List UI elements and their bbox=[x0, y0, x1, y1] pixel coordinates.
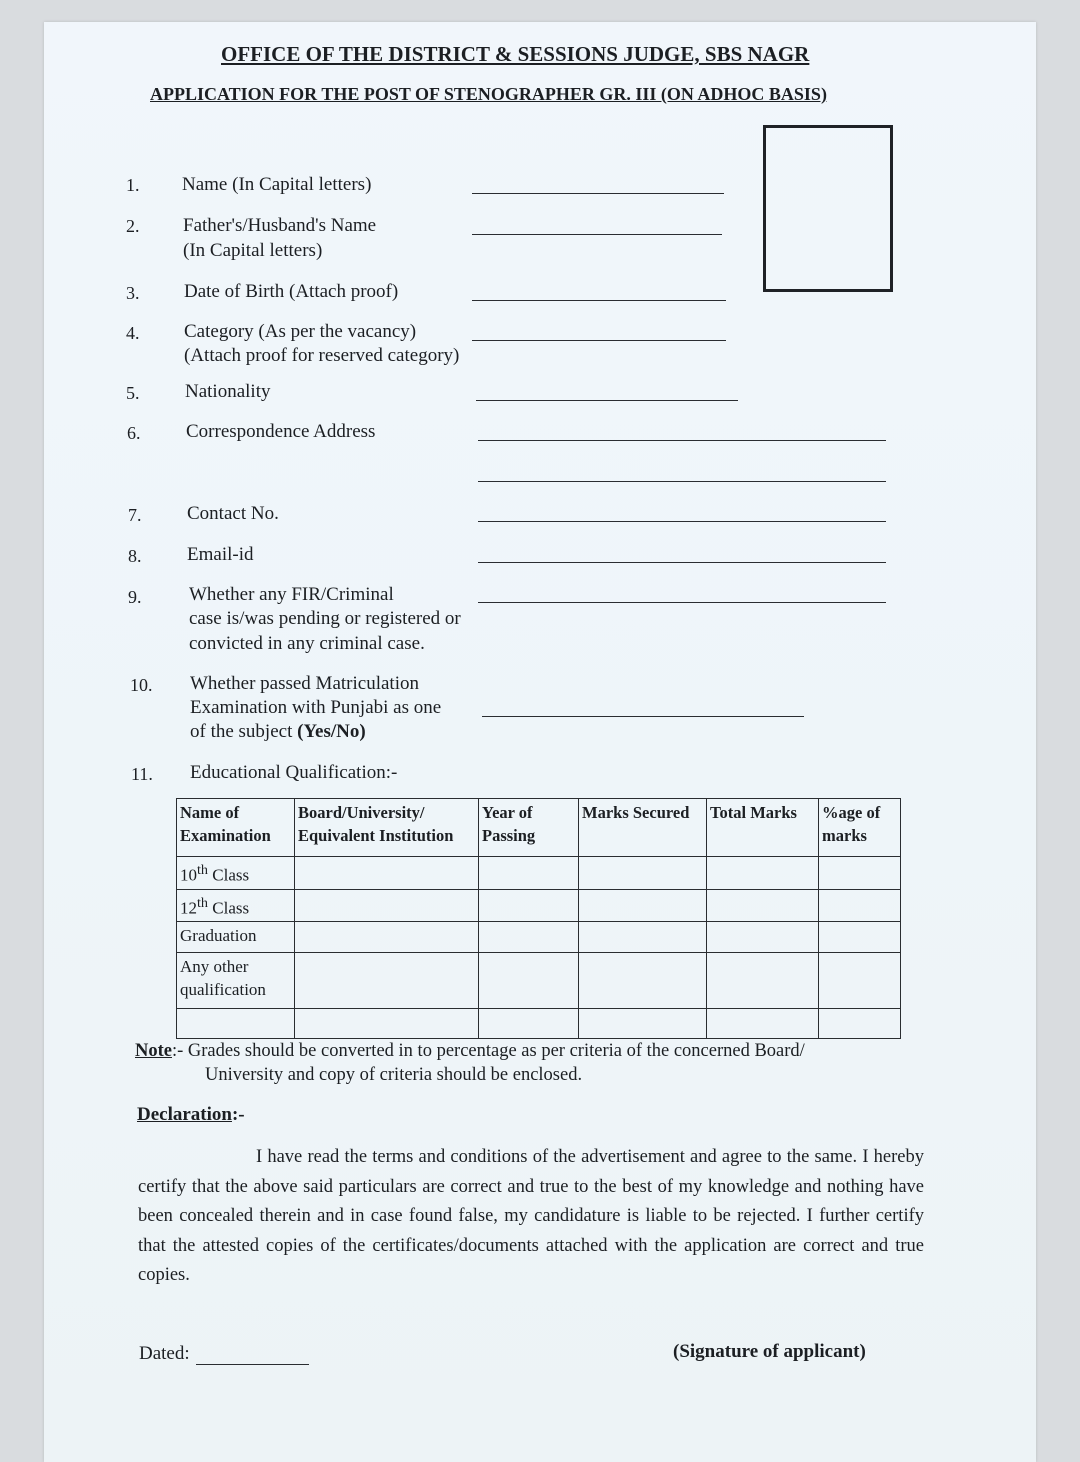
total-marks-cell[interactable] bbox=[707, 922, 819, 953]
field-number: 8. bbox=[128, 546, 142, 566]
header-exam-line2: Examination bbox=[180, 826, 271, 845]
exam-12th: 12 bbox=[180, 898, 197, 918]
field-label-dob: Date of Birth (Attach proof) bbox=[184, 281, 399, 302]
declaration-body bbox=[138, 1143, 924, 1291]
exam-cell bbox=[177, 922, 295, 953]
exam-12th-sup: th bbox=[197, 894, 209, 911]
total-marks-cell[interactable] bbox=[707, 857, 819, 890]
signature-label: (Signature of applicant) bbox=[673, 1341, 866, 1362]
field-label-father-name-note: (In Capital letters) bbox=[183, 240, 323, 261]
header-marks-secured bbox=[579, 799, 707, 857]
percentage-cell[interactable] bbox=[819, 1009, 901, 1039]
year-cell[interactable] bbox=[479, 922, 579, 953]
header-marks-secured-text: Marks Secured bbox=[582, 803, 690, 822]
percentage-cell[interactable] bbox=[819, 889, 901, 922]
exam-cell bbox=[177, 857, 295, 890]
percentage-cell[interactable] bbox=[819, 953, 901, 1009]
dated-label: Dated: bbox=[139, 1343, 190, 1364]
field-label-fir-line2: case is/was pending or registered or bbox=[189, 608, 461, 629]
board-cell[interactable] bbox=[295, 857, 479, 890]
field-number: 2. bbox=[126, 216, 140, 236]
marks-secured-cell[interactable] bbox=[579, 953, 707, 1009]
declaration-text: I have read the terms and conditions of the advertisement and agree to the same. I hereby certify that the above said particulars are correct and true to the best of my knowledge and nothing have been concealed therein and in case found false, my candidature is liable to be rejected. I further certify that the attested copies of the certificates/documents attached with the application are correct and true copies. bbox=[138, 1147, 924, 1285]
board-cell[interactable] bbox=[295, 922, 479, 953]
header-board bbox=[295, 799, 479, 857]
declaration-suffix: :- bbox=[231, 1104, 245, 1125]
total-marks-cell[interactable] bbox=[707, 953, 819, 1009]
field-label-father-name: Father's/Husband's Name bbox=[183, 215, 377, 236]
name-input-line[interactable] bbox=[472, 193, 724, 194]
field-label-fir-line3: convicted in any criminal case. bbox=[189, 633, 425, 654]
marks-secured-cell[interactable] bbox=[579, 922, 707, 953]
header-exam bbox=[177, 799, 295, 857]
field-label-name: Name (In Capital letters) bbox=[182, 174, 372, 195]
declaration-label: Declaration bbox=[137, 1104, 232, 1125]
field-label-fir: Whether any FIR/Criminal bbox=[189, 584, 394, 605]
header-year bbox=[479, 799, 579, 857]
photo-box bbox=[763, 125, 893, 292]
email-input-line[interactable] bbox=[478, 562, 886, 563]
exam-10th-sup: th bbox=[197, 862, 209, 878]
header-total-marks-text: Total Marks bbox=[710, 803, 797, 822]
note-label: Note bbox=[135, 1041, 172, 1061]
total-marks-cell[interactable] bbox=[707, 889, 819, 922]
year-cell[interactable] bbox=[479, 857, 579, 890]
dated-input-line[interactable] bbox=[196, 1364, 309, 1365]
declaration-heading bbox=[137, 1104, 245, 1126]
field-number: 6. bbox=[127, 423, 141, 443]
header-exam-line1: Name of bbox=[180, 803, 240, 822]
exam-cell bbox=[177, 953, 295, 1009]
table-row bbox=[177, 1009, 901, 1039]
office-heading: OFFICE OF THE DISTRICT & SESSIONS JUDGE, SBS NAGR bbox=[221, 42, 810, 66]
field-label-nationality: Nationality bbox=[185, 381, 271, 402]
exam-cell bbox=[177, 889, 295, 922]
field-label-address: Correspondence Address bbox=[186, 421, 376, 442]
nationality-input-line[interactable] bbox=[476, 400, 738, 401]
field-number: 11. bbox=[131, 764, 153, 784]
education-table bbox=[176, 798, 901, 1039]
board-cell[interactable] bbox=[295, 953, 479, 1009]
exam-graduation: Graduation bbox=[180, 926, 257, 946]
table-row bbox=[177, 953, 901, 1009]
percentage-cell[interactable] bbox=[819, 922, 901, 953]
header-percentage-line2: marks bbox=[822, 826, 867, 845]
category-input-line[interactable] bbox=[472, 340, 726, 341]
header-total-marks bbox=[707, 799, 819, 857]
table-row bbox=[177, 857, 901, 890]
punjabi-line3-text: of the subject bbox=[190, 721, 298, 742]
punjabi-input-line[interactable] bbox=[482, 716, 804, 717]
dob-input-line[interactable] bbox=[472, 300, 726, 301]
exam-other-line2: qualification bbox=[180, 980, 266, 1000]
total-marks-cell[interactable] bbox=[707, 1009, 819, 1039]
address-input-line-2[interactable] bbox=[478, 481, 886, 482]
note-line1 bbox=[135, 1041, 805, 1062]
field-number: 7. bbox=[128, 505, 142, 525]
year-cell[interactable] bbox=[479, 889, 579, 922]
field-number: 3. bbox=[126, 283, 140, 303]
yes-no-label: (Yes/No) bbox=[297, 721, 366, 742]
field-number: 5. bbox=[126, 383, 140, 403]
marks-secured-cell[interactable] bbox=[579, 1009, 707, 1039]
table-header-row bbox=[177, 799, 901, 857]
field-label-punjabi-line2: Examination with Punjabi as one bbox=[190, 697, 442, 718]
note-line2: University and copy of criteria should be enclosed. bbox=[205, 1065, 583, 1085]
marks-secured-cell[interactable] bbox=[579, 857, 707, 890]
form-title: APPLICATION FOR THE POST OF STENOGRAPHER GR. III (ON ADHOC BASIS) bbox=[150, 84, 827, 104]
note-text: :- Grades should be converted in to percentage as per criteria of the concerned Board/ bbox=[171, 1041, 805, 1061]
header-year-line2: Passing bbox=[482, 826, 536, 845]
field-label-category: Category (As per the vacancy) bbox=[184, 321, 417, 342]
percentage-cell[interactable] bbox=[819, 857, 901, 890]
exam-cell[interactable] bbox=[177, 1009, 295, 1039]
field-label-education: Educational Qualification:- bbox=[190, 762, 398, 783]
address-input-line-1[interactable] bbox=[478, 440, 886, 441]
board-cell[interactable] bbox=[295, 1009, 479, 1039]
field-number: 9. bbox=[128, 587, 142, 607]
contact-input-line[interactable] bbox=[478, 521, 886, 522]
header-percentage-line1: %age of bbox=[822, 803, 881, 822]
field-label-contact: Contact No. bbox=[187, 503, 279, 524]
header-board-line1: Board/University/ bbox=[298, 803, 425, 822]
field-label-punjabi-line3 bbox=[190, 721, 366, 743]
year-cell[interactable] bbox=[479, 953, 579, 1009]
board-cell[interactable] bbox=[295, 889, 479, 922]
father-name-input-line[interactable] bbox=[472, 234, 722, 235]
exam-12th-suffix: Class bbox=[208, 898, 250, 918]
year-cell[interactable] bbox=[479, 1009, 579, 1039]
header-board-line2: Equivalent Institution bbox=[298, 826, 454, 845]
field-number: 1. bbox=[126, 175, 140, 195]
table-row bbox=[177, 922, 901, 953]
field-number: 4. bbox=[126, 323, 140, 343]
header-percentage bbox=[819, 799, 901, 857]
table-row bbox=[177, 889, 901, 922]
header-year-line1: Year of bbox=[482, 803, 533, 822]
exam-10th-suffix: Class bbox=[208, 865, 250, 885]
marks-secured-cell[interactable] bbox=[579, 889, 707, 922]
fir-input-line[interactable] bbox=[478, 602, 886, 603]
field-label-category-note: (Attach proof for reserved category) bbox=[184, 345, 460, 366]
exam-10th: 10 bbox=[180, 865, 197, 885]
exam-other-line1: Any other bbox=[180, 957, 249, 977]
field-label-email: Email-id bbox=[187, 544, 254, 565]
field-number: 10. bbox=[130, 675, 153, 695]
field-label-punjabi: Whether passed Matriculation bbox=[190, 673, 419, 694]
